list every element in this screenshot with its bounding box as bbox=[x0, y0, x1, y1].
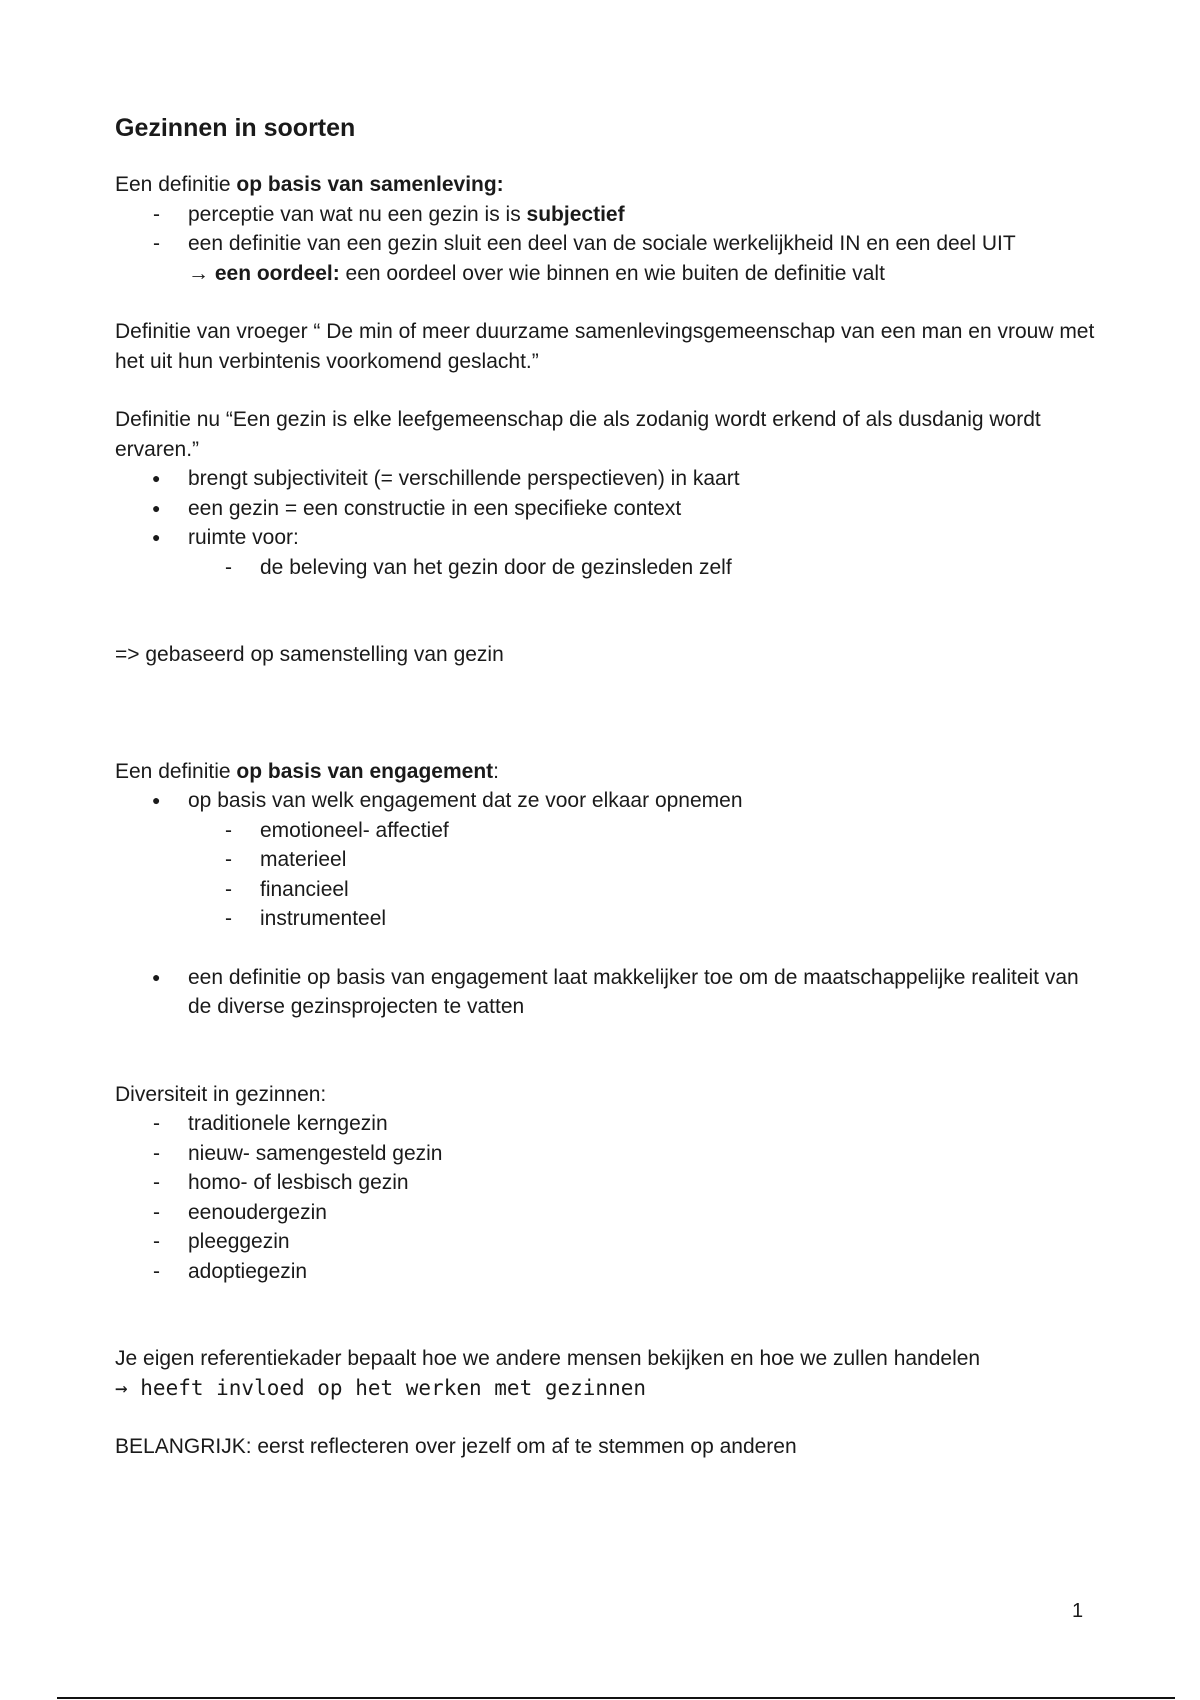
bullet-item: ● brengt subjectiviteit (= verschillende perspectieven) in kaart bbox=[115, 464, 1105, 494]
definitie-nu: Definitie nu “Een gezin is elke leefgemeenschap die als zodanig wordt erkend of als dusdanig wordt ervaren.” bbox=[115, 408, 1041, 461]
engagement-bullets bbox=[115, 786, 1105, 816]
intro-colon: : bbox=[493, 759, 500, 783]
sub-item: - materieel bbox=[115, 845, 1105, 875]
section-engagement-intro bbox=[115, 757, 1105, 787]
definitie-vroeger: Definitie van vroeger “ De min of meer duurzame samenlevingsgemeenschap van een man en vrouw met het uit hun verbintenis voorkomend geslacht.” bbox=[115, 320, 1095, 373]
samenleving-list bbox=[115, 200, 1105, 259]
list-item: - homo- of lesbisch gezin bbox=[115, 1168, 1105, 1198]
engagement-sublist bbox=[115, 816, 1105, 934]
sub-item: - de beleving van het gezin door de gezinsleden zelf bbox=[115, 553, 1105, 583]
bullet-item: ● ruimte voor: bbox=[115, 523, 1105, 553]
oordeel-bold: → een oordeel: bbox=[188, 261, 340, 285]
sub-item: - financieel bbox=[115, 875, 1105, 905]
invloed-line: → heeft invloed op het werken met gezinnen bbox=[115, 1375, 647, 1400]
section-samenleving-intro bbox=[115, 170, 1105, 200]
referentiekader-line: Je eigen referentiekader bepaalt hoe we andere mensen bekijken en hoe we zullen handelen bbox=[115, 1347, 981, 1370]
diversiteit-intro: Diversiteit in gezinnen: bbox=[115, 1082, 327, 1106]
page-title: Gezinnen in soorten bbox=[115, 114, 356, 142]
list-item: - adoptiegezin bbox=[115, 1257, 1105, 1287]
bullet-item: ● een definitie op basis van engagement laat makkelijker toe om de maatschappelijke realiteit van de diverse gezinsprojecten te vatten bbox=[115, 963, 1105, 1022]
intro-bold: op basis van engagement bbox=[236, 759, 494, 783]
list-item: - traditionele kerngezin bbox=[115, 1109, 1105, 1139]
intro-text: Een definitie bbox=[115, 759, 237, 783]
page-bottom-rule bbox=[57, 1697, 1175, 1699]
item-bold: subjectief bbox=[526, 202, 625, 226]
definitie-nu-bullets bbox=[115, 464, 1105, 553]
sub-item: - emotioneel- affectief bbox=[115, 816, 1105, 846]
bullet-item: ● op basis van welk engagement dat ze voor elkaar opnemen bbox=[115, 786, 1105, 816]
intro-bold: op basis van samenleving: bbox=[236, 173, 504, 196]
list-item: - een definitie van een gezin sluit een deel van de sociale werkelijkheid IN en een deel UIT bbox=[115, 229, 1105, 259]
oordeel-line bbox=[115, 259, 1105, 289]
ruimte-voor-sublist bbox=[115, 553, 1105, 583]
page-number: 1 bbox=[1072, 1600, 1084, 1622]
item-text: perceptie van wat nu een gezin is is bbox=[188, 202, 527, 226]
bullet-item: ● een gezin = een constructie in een specifieke context bbox=[115, 494, 1105, 524]
sub-item: - instrumenteel bbox=[115, 904, 1105, 934]
list-item: - nieuw- samengesteld gezin bbox=[115, 1139, 1105, 1169]
diversiteit-list bbox=[115, 1109, 1105, 1286]
list-item: - pleeggezin bbox=[115, 1227, 1105, 1257]
intro-text: Een definitie bbox=[115, 173, 237, 196]
oordeel-text: een oordeel over wie binnen en wie buiten de definitie valt bbox=[339, 261, 885, 285]
list-item bbox=[115, 200, 1105, 230]
list-item: - eenoudergezin bbox=[115, 1198, 1105, 1228]
document-page bbox=[115, 110, 1105, 1462]
belangrijk-line: BELANGRIJK: eerst reflecteren over jezelf om af te stemmen op anderen bbox=[115, 1435, 797, 1458]
engagement-bullets-2 bbox=[115, 963, 1105, 1022]
samenstelling-line: => gebaseerd op samenstelling van gezin bbox=[115, 643, 504, 666]
